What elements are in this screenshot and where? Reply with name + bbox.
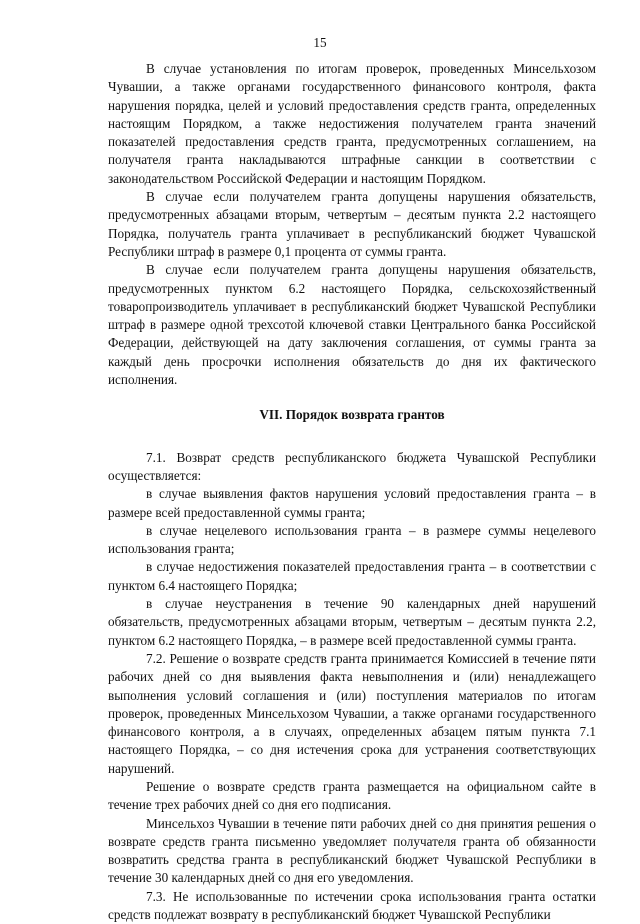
paragraph: в случае недостижения показателей предоставления гранта – в соответствии с пунктом 6.4 настоящего Порядка; — [108, 559, 596, 593]
section-heading: VII. Порядок возврата грантов — [259, 407, 445, 423]
page-number: 15 — [313, 35, 327, 50]
paragraph: в случае нецелевого использования гранта – в размере суммы нецелевого использования гранта; — [108, 522, 596, 557]
paragraph: В случае если получателем гранта допущены нарушения обязательств, предусмотренных абзацами вторым, четвертым – десятым пункта 2.2 настоящего Порядка, получатель гранта уплачивает в республиканский бюджет Чувашской Республики штраф в размере 0,1 процента от суммы гранта. — [108, 189, 596, 259]
document-body — [108, 60, 596, 924]
paragraph: 7.2. Решение о возврате средств гранта принимается Комиссией в течение пяти рабочих дней со дня выявления факта невыполнения и (или) ненадлежащего выполнения условий соглашения и (или) поступления материалов по итогам проверок, проведенных Минсельхозом Чувашии, а также органами государственного финансового контроля, а в случаях, определенных абзацем пятым пункта 7.1 настоящего Порядка, – со дня истечения срока для устранения соответствующих нарушений. — [108, 650, 596, 776]
paragraph: 7.3. Не использованные по истечении срока использования гранта остатки средств подлежат возврату в республиканский бюджет Чувашской Республики — [108, 888, 596, 923]
paragraph: 7.1. Возврат средств республиканского бюджета Чувашской Республики осуществляется: — [108, 449, 596, 483]
paragraph: Минсельхоз Чувашии в течение пяти рабочих дней со дня принятия решения о возврате средств гранта письменно уведомляет получателя гранта об обязанности возвратить средства гранта в республиканский бюджет Чувашской Республики в течение 30 календарных дней со дня его уведомления. — [108, 815, 596, 886]
paragraph: Решение о возврате средств гранта размещается на официальном сайте в течение трех рабочих дней со дня его подписания. — [108, 778, 596, 813]
paragraph: В случае установления по итогам проверок, проведенных Минсельхозом Чувашии, а также органами государственного финансового контроля, факта нарушения порядка, целей и условий предоставления средств гранта, определенных настоящим Порядком, а также недостижения получателем гранта значений показателей предоставления средств гранта, предусмотренных соглашением, на получателя гранта накладываются штрафные санкции в соответствии с законодательством Российской Федерации и настоящим Порядком. — [108, 61, 596, 186]
paragraph: в случае неустранения в течение 90 календарных дней нарушений обязательств, предусмотренных абзацами вторым, четвертым – десятым пункта 2.2, пунктом 6.2 настоящего Порядка, – в размере всей предоставленной суммы гранта. — [108, 596, 596, 648]
paragraph: В случае если получателем гранта допущены нарушения обязательств, предусмотренных пунктом 6.2 настоящего Порядка, сельскохозяйственный товаропроизводитель уплачивает в республиканский бюджет Чувашской Республики штраф в размере одной трехсотой ключевой ставки Центрального банка Российской Федерации, действующей на дату заключения соглашения, от суммы гранта за каждый день просрочки исполнения обязательств до дня их фактического исполнения. — [108, 262, 596, 388]
paragraph: в случае выявления фактов нарушения условий предоставления гранта – в размере всей предоставленной суммы гранта; — [108, 486, 596, 520]
